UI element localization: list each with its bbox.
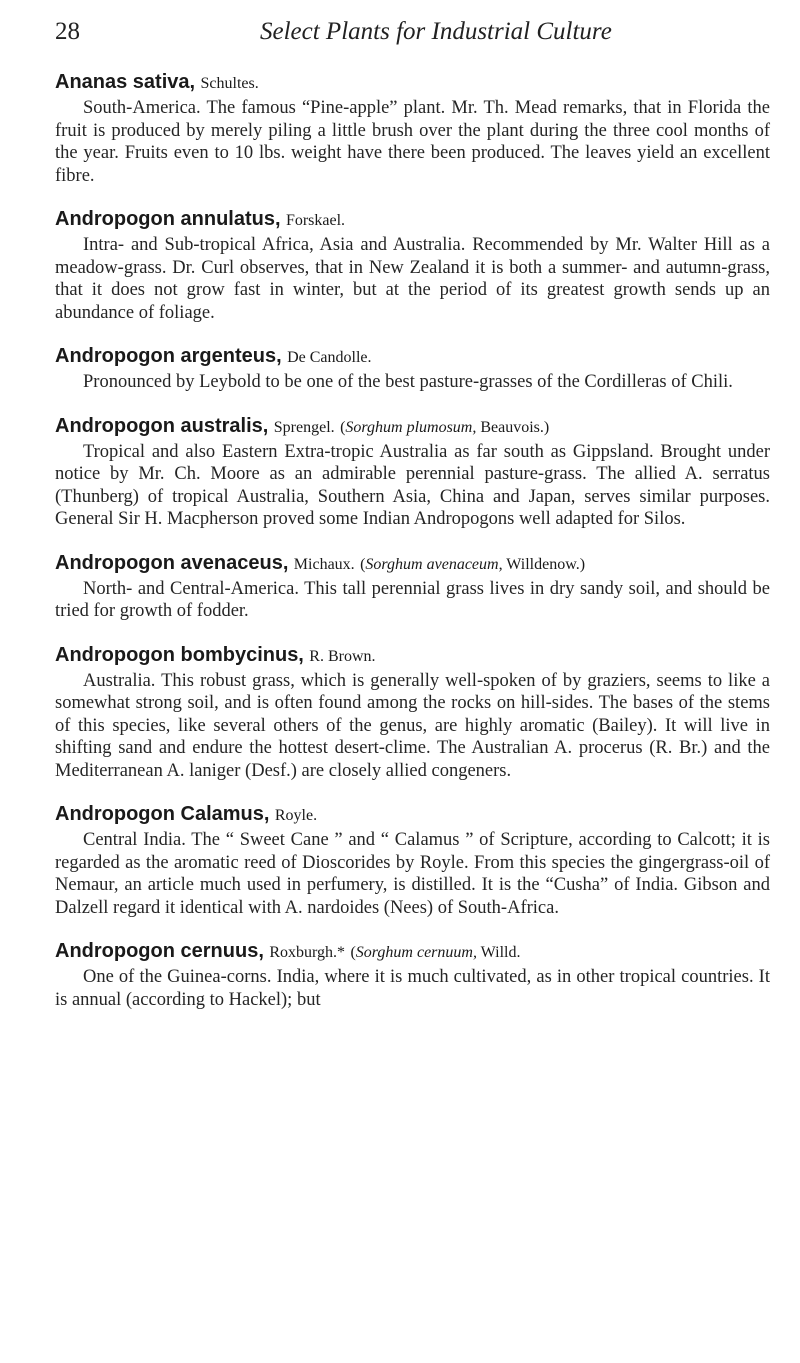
species-name: Andropogon annulatus, (55, 208, 281, 230)
running-title: Select Plants for Industrial Culture (260, 18, 612, 45)
entry-description: South-America. The famous “Pine-apple” plant. Mr. Th. Mead remarks, that in Florida the fruit is produced by merely piling a little brush over the plant during the three cool months of the year. Fruits even to 10 lbs. weight have there been produced. The leaves yield an excellent fibre. (55, 98, 770, 186)
plant-entry (55, 551, 770, 623)
entry-heading (55, 551, 770, 577)
synonym-close: Willd. (476, 944, 521, 961)
species-name: Andropogon Calamus, (55, 803, 270, 825)
entry-heading (55, 939, 770, 965)
entry-heading (55, 643, 770, 669)
entry-description: One of the Guinea-corns. India, where it is much cultivated, as in other tropical countries. It is annual (according to Hackel); but (55, 967, 770, 1010)
synonym-open: ( (360, 555, 366, 573)
entry-description: Intra- and Sub-tropical Africa, Asia and Australia. Recommended by Mr. Walter Hill as a meadow-grass. Dr. Curl observes, that in New Zealand it is both a summer- and autumn-grass, that it does not grow fast in winter, but at the period of its greatest growth sends up an abundance of foliage. (55, 235, 770, 323)
species-name: Andropogon argenteus, (55, 345, 282, 367)
synonym-name: Sorghum avenaceum, (365, 555, 503, 573)
plant-entry (55, 70, 770, 187)
synonym (340, 419, 549, 436)
species-name: Andropogon avenaceus, (55, 551, 289, 574)
entry-description: Tropical and also Eastern Extra-tropic Australia as far south as Gippsland. Brought under notice by Mr. Ch. Moore as an admirable perennial pasture-grass. The allied A. serratus (Thunberg) of tropical Australia, Southern Asia, China and Japan, serves similar purposes. General Sir H. Macpherson proved some Indian Andropogons well adapted for Silos. (55, 441, 770, 529)
entry-heading (55, 207, 770, 233)
synonym-close: Beauvois.) (476, 418, 550, 436)
species-author: Forskael. (285, 212, 346, 229)
species-author: Roxburgh.* (269, 944, 346, 961)
entry-description: North- and Central-America. This tall perennial grass lives in dry sandy soil, and should be tried for growth of fodder. (55, 578, 770, 621)
synonym-name: Sorghum plumosum, (345, 418, 477, 436)
species-name: Ananas sativa, (55, 71, 196, 93)
species-author: R. Brown. (309, 647, 376, 665)
synonym-open: ( (340, 418, 346, 436)
species-author: Sprengel. (273, 418, 335, 436)
synonym-open: ( (350, 944, 356, 961)
species-author: De Candolle. (287, 349, 372, 366)
plant-entry (55, 207, 770, 324)
entry-heading (55, 70, 770, 96)
species-author: Royle. (274, 807, 318, 824)
synonym-close: Willdenow.) (502, 555, 586, 573)
species-author: Michaux. (293, 555, 355, 573)
page-header (55, 18, 755, 58)
species-name: Andropogon cernuus, (55, 940, 264, 962)
entry-description: Australia. This robust grass, which is generally well-spoken of by graziers, seems to like a somewhat strong soil, and is often found among the rocks on hill-sides. The bases of the stems of this species, like several others of the genus, are highly aromatic (Bailey). It will live in shifting sand and endure the hottest desert-clime. The Australian A. procerus (R. Br.) and the Mediterranean A. laniger (Desf.) are closely allied congeners. (55, 670, 770, 781)
page-number: 28 (55, 18, 80, 45)
entry-description: Pronounced by Leybold to be one of the best pasture-grasses of the Cordilleras of Chili. (83, 372, 733, 392)
entry-heading (55, 344, 770, 370)
plant-entry (55, 344, 770, 394)
entry-heading (55, 802, 770, 828)
synonym (350, 944, 520, 961)
page-content (55, 70, 770, 1031)
synonym-name: Sorghum cernuum, (355, 944, 477, 961)
entry-heading (55, 414, 770, 440)
plant-entry (55, 802, 770, 919)
plant-entry (55, 939, 770, 1011)
entry-description: Central India. The “ Sweet Cane ” and “ Calamus ” of Scripture, according to Calcott; it is regarded as the aromatic reed of Dioscorides by Royle. From this species the gingergrass-oil of Nemaur, an article much used in perfumery, is distilled. It is the “Cusha” of India. Gibson and Dalzell regard it identical with A. nardoides (Nees) of South-Africa. (55, 830, 770, 918)
species-name: Andropogon bombycinus, (55, 643, 304, 666)
plant-entry (55, 643, 770, 783)
synonym (360, 556, 585, 573)
species-author: Schultes. (200, 75, 259, 92)
plant-entry (55, 414, 770, 531)
species-name: Andropogon australis, (55, 414, 269, 437)
